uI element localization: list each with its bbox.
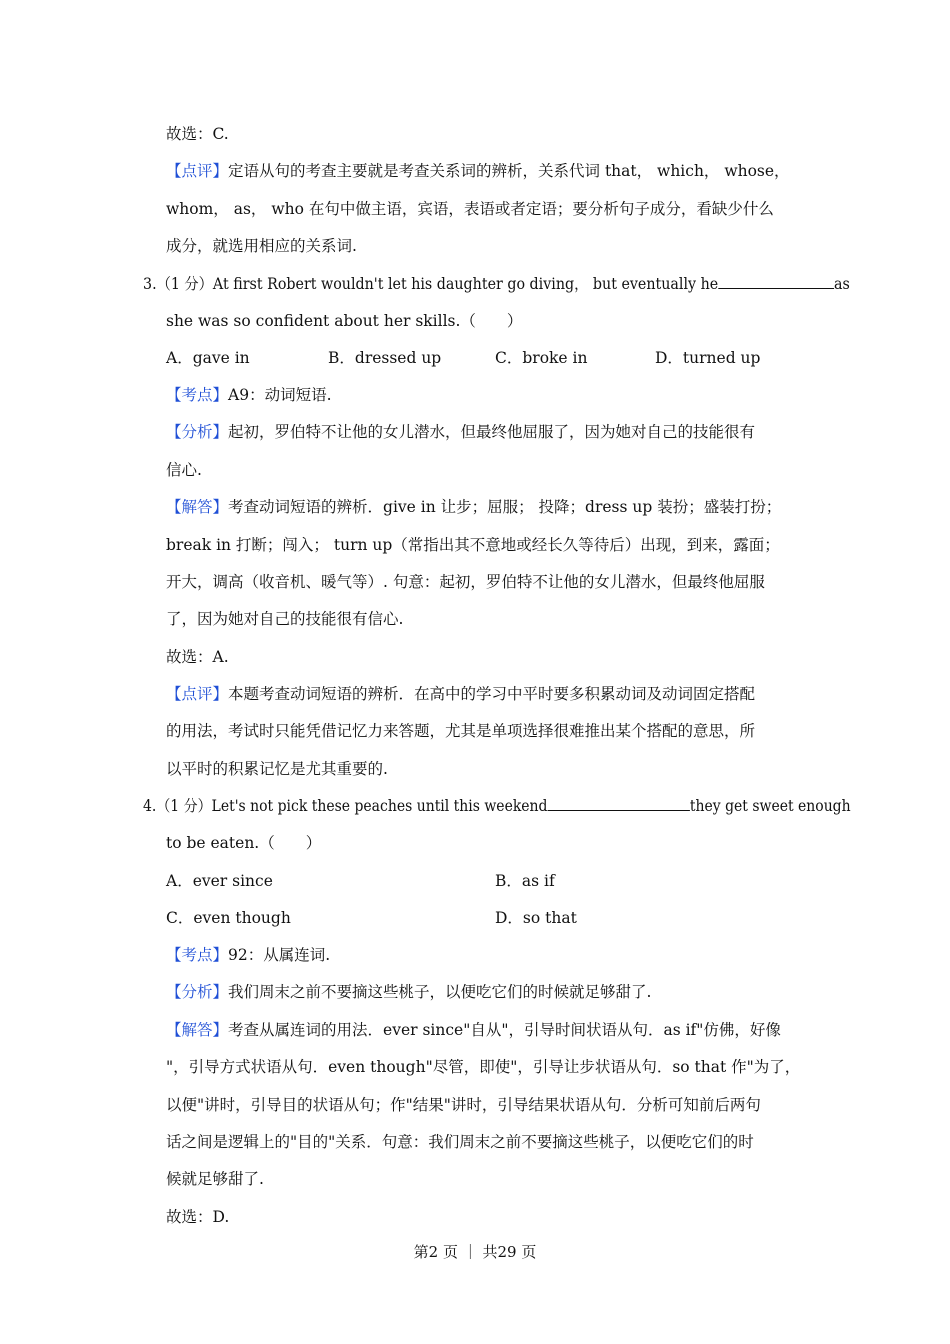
comment-tag: 【点评】 [166,162,229,180]
q2-answer: 故选：C. [166,125,229,143]
q3-solution-line-2: break in 打断；闯入； turn up（常指出其不意地或经长久等待后）出现，到来，露面； [166,536,780,554]
q3-stem: 3.（1 分）At first Robert wouldn't let his daughter go diving， but eventually he as [143,275,850,293]
q3-analysis-line-1: 【分析】起初，罗伯特不让他的女儿潜水，但最终他屈服了，因为她对自己的技能很有 [166,423,756,441]
q3-point: 【考点】A9：动词短语. [166,386,332,404]
q4-stem-line-2: to be eaten.（ ） [166,834,322,852]
page-footer: 第2 页 ｜ 共29 页 [413,1243,537,1261]
q2-comment-line-1: 【点评】定语从句的考查主要就是考查关系词的辨析，关系代词 that， which， whose， [166,162,790,180]
q4-option-c: C．even though [166,909,291,927]
q4-point: 【考点】92：从属连词. [166,946,331,964]
q3-option-b: B．dressed up [328,349,442,367]
q4-answer: 故选：D. [166,1208,230,1226]
q4-option-b: B．as if [495,872,555,890]
q3-analysis-line-2: 信心. [166,461,202,479]
q4-solution-line-3: 以便"讲时，引导目的状语从句；作"结果"讲时，引导结果状语从句．分析可知前后两句 [166,1096,761,1114]
q4-stem: 4.（1 分）Let's not pick these peaches until this weekend they get sweet enough [143,797,851,815]
q3-blank [718,274,834,289]
q4-blank [548,796,690,811]
q3-solution-line-1: 【解答】考查动词短语的辨析．give in 让步；屈服； 投降；dress up 装扮；盛装打扮； [166,498,782,516]
q4-solution-line-4: 话之间是逻辑上的"目的"关系．句意：我们周末之前不要摘这些桃子，以便吃它们的时 [166,1133,754,1151]
q4-option-a: A．ever since [166,872,273,890]
q3-stem-line-2: she was so confident about her skills.（ ） [166,312,523,330]
q4-analysis: 【分析】我们周末之前不要摘这些桃子，以便吃它们的时候就足够甜了. [166,983,652,1001]
q4-solution-line-5: 候就足够甜了. [166,1170,264,1188]
q3-option-d: D．turned up [655,349,761,367]
q4-option-d: D．so that [495,909,577,927]
q3-solution-line-3: 开大，调高（收音机、暖气等）. 句意：起初，罗伯特不让他的女儿潜水，但最终他屈服 [166,573,765,591]
q2-comment-line-3: 成分，就选用相应的关系词. [166,237,357,255]
q3-solution-line-4: 了，因为她对自己的技能很有信心. [166,610,404,628]
q4-solution-line-2: "，引导方式状语从句．even though"尽管，即使"，引导让步状语从句．so that 作"为了， [166,1058,801,1076]
q3-comment-line-2: 的用法，考试时只能凭借记忆力来答题，尤其是单项选择很难推出某个搭配的意思，所 [166,722,756,740]
q3-comment-line-1: 【点评】本题考查动词短语的辨析．在高中的学习中平时要多积累动词及动词固定搭配 [166,685,756,703]
q3-option-a: A．gave in [166,349,250,367]
q3-option-c: C．broke in [495,349,588,367]
q3-answer: 故选：A. [166,648,229,666]
q2-comment-line-2: whom， as， who 在句中做主语，宾语，表语或者定语；要分析句子成分，看缺少什么 [166,200,774,218]
q3-comment-line-3: 以平时的积累记忆是尤其重要的. [166,760,388,778]
q4-solution-line-1: 【解答】考查从属连词的用法．ever since"自从"，引导时间状语从句．as if"仿佛，好像 [166,1021,781,1039]
